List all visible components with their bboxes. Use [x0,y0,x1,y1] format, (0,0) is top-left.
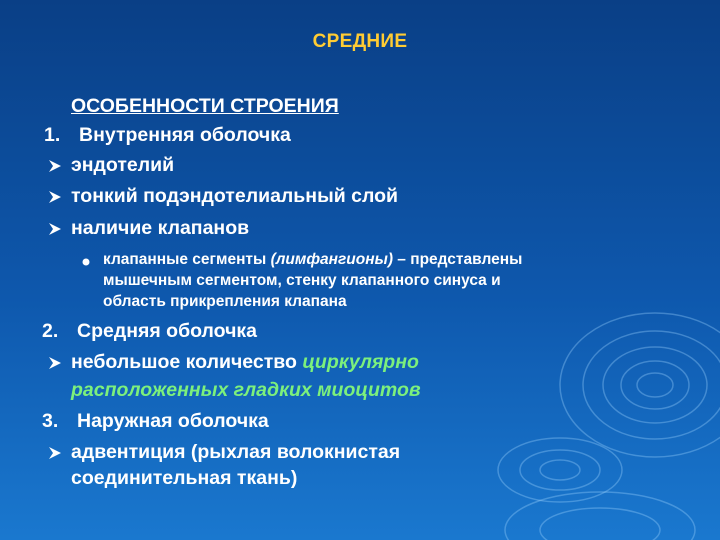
section2-item-text: небольшое количество [71,351,303,373]
section1-label: Внутренняя оболочка [79,124,291,146]
section3-item-line2: соединительная ткань) [71,467,298,489]
section3-number: 3. [42,410,59,432]
sub-bullet-text-cont: – представлены [392,251,523,268]
sub-bullet-line3: область прикрепления клапана [103,293,347,310]
sub-bullet-term: (лимфангионы) [270,251,393,268]
slide-title: СРЕДНИЕ [312,31,408,52]
sub-bullet-line1 [103,251,522,269]
round-bullet-icon [82,258,90,266]
section3-item-line1: адвентиция (рыхлая волокнистая [71,441,401,463]
sub-bullet-line2: мышечным сегментом, стенку клапанного синуса и [103,272,501,289]
section2-label: Средняя оболочка [77,320,258,342]
arrow-bullet-icon [48,159,62,173]
section1-number: 1. [44,124,61,146]
list-item: эндотелий [71,154,175,176]
section2-number: 2. [42,320,59,342]
arrow-bullet-icon [48,446,62,460]
list-item: тонкий подэндотелиальный слой [71,185,398,207]
section2-item-highlight: циркулярно [302,351,419,373]
section-heading: ОСОБЕННОСТИ СТРОЕНИЯ [71,95,339,117]
section2-item-line1 [71,351,419,374]
arrow-bullet-icon [48,222,62,236]
section2-item-line2: расположенных гладких миоцитов [71,379,421,401]
arrow-bullet-icon [48,190,62,204]
list-item: наличие клапанов [71,217,250,239]
arrow-bullet-icon [48,356,62,370]
section3-label: Наружная оболочка [77,410,269,432]
sub-bullet-text: клапанные сегменты [103,251,271,268]
